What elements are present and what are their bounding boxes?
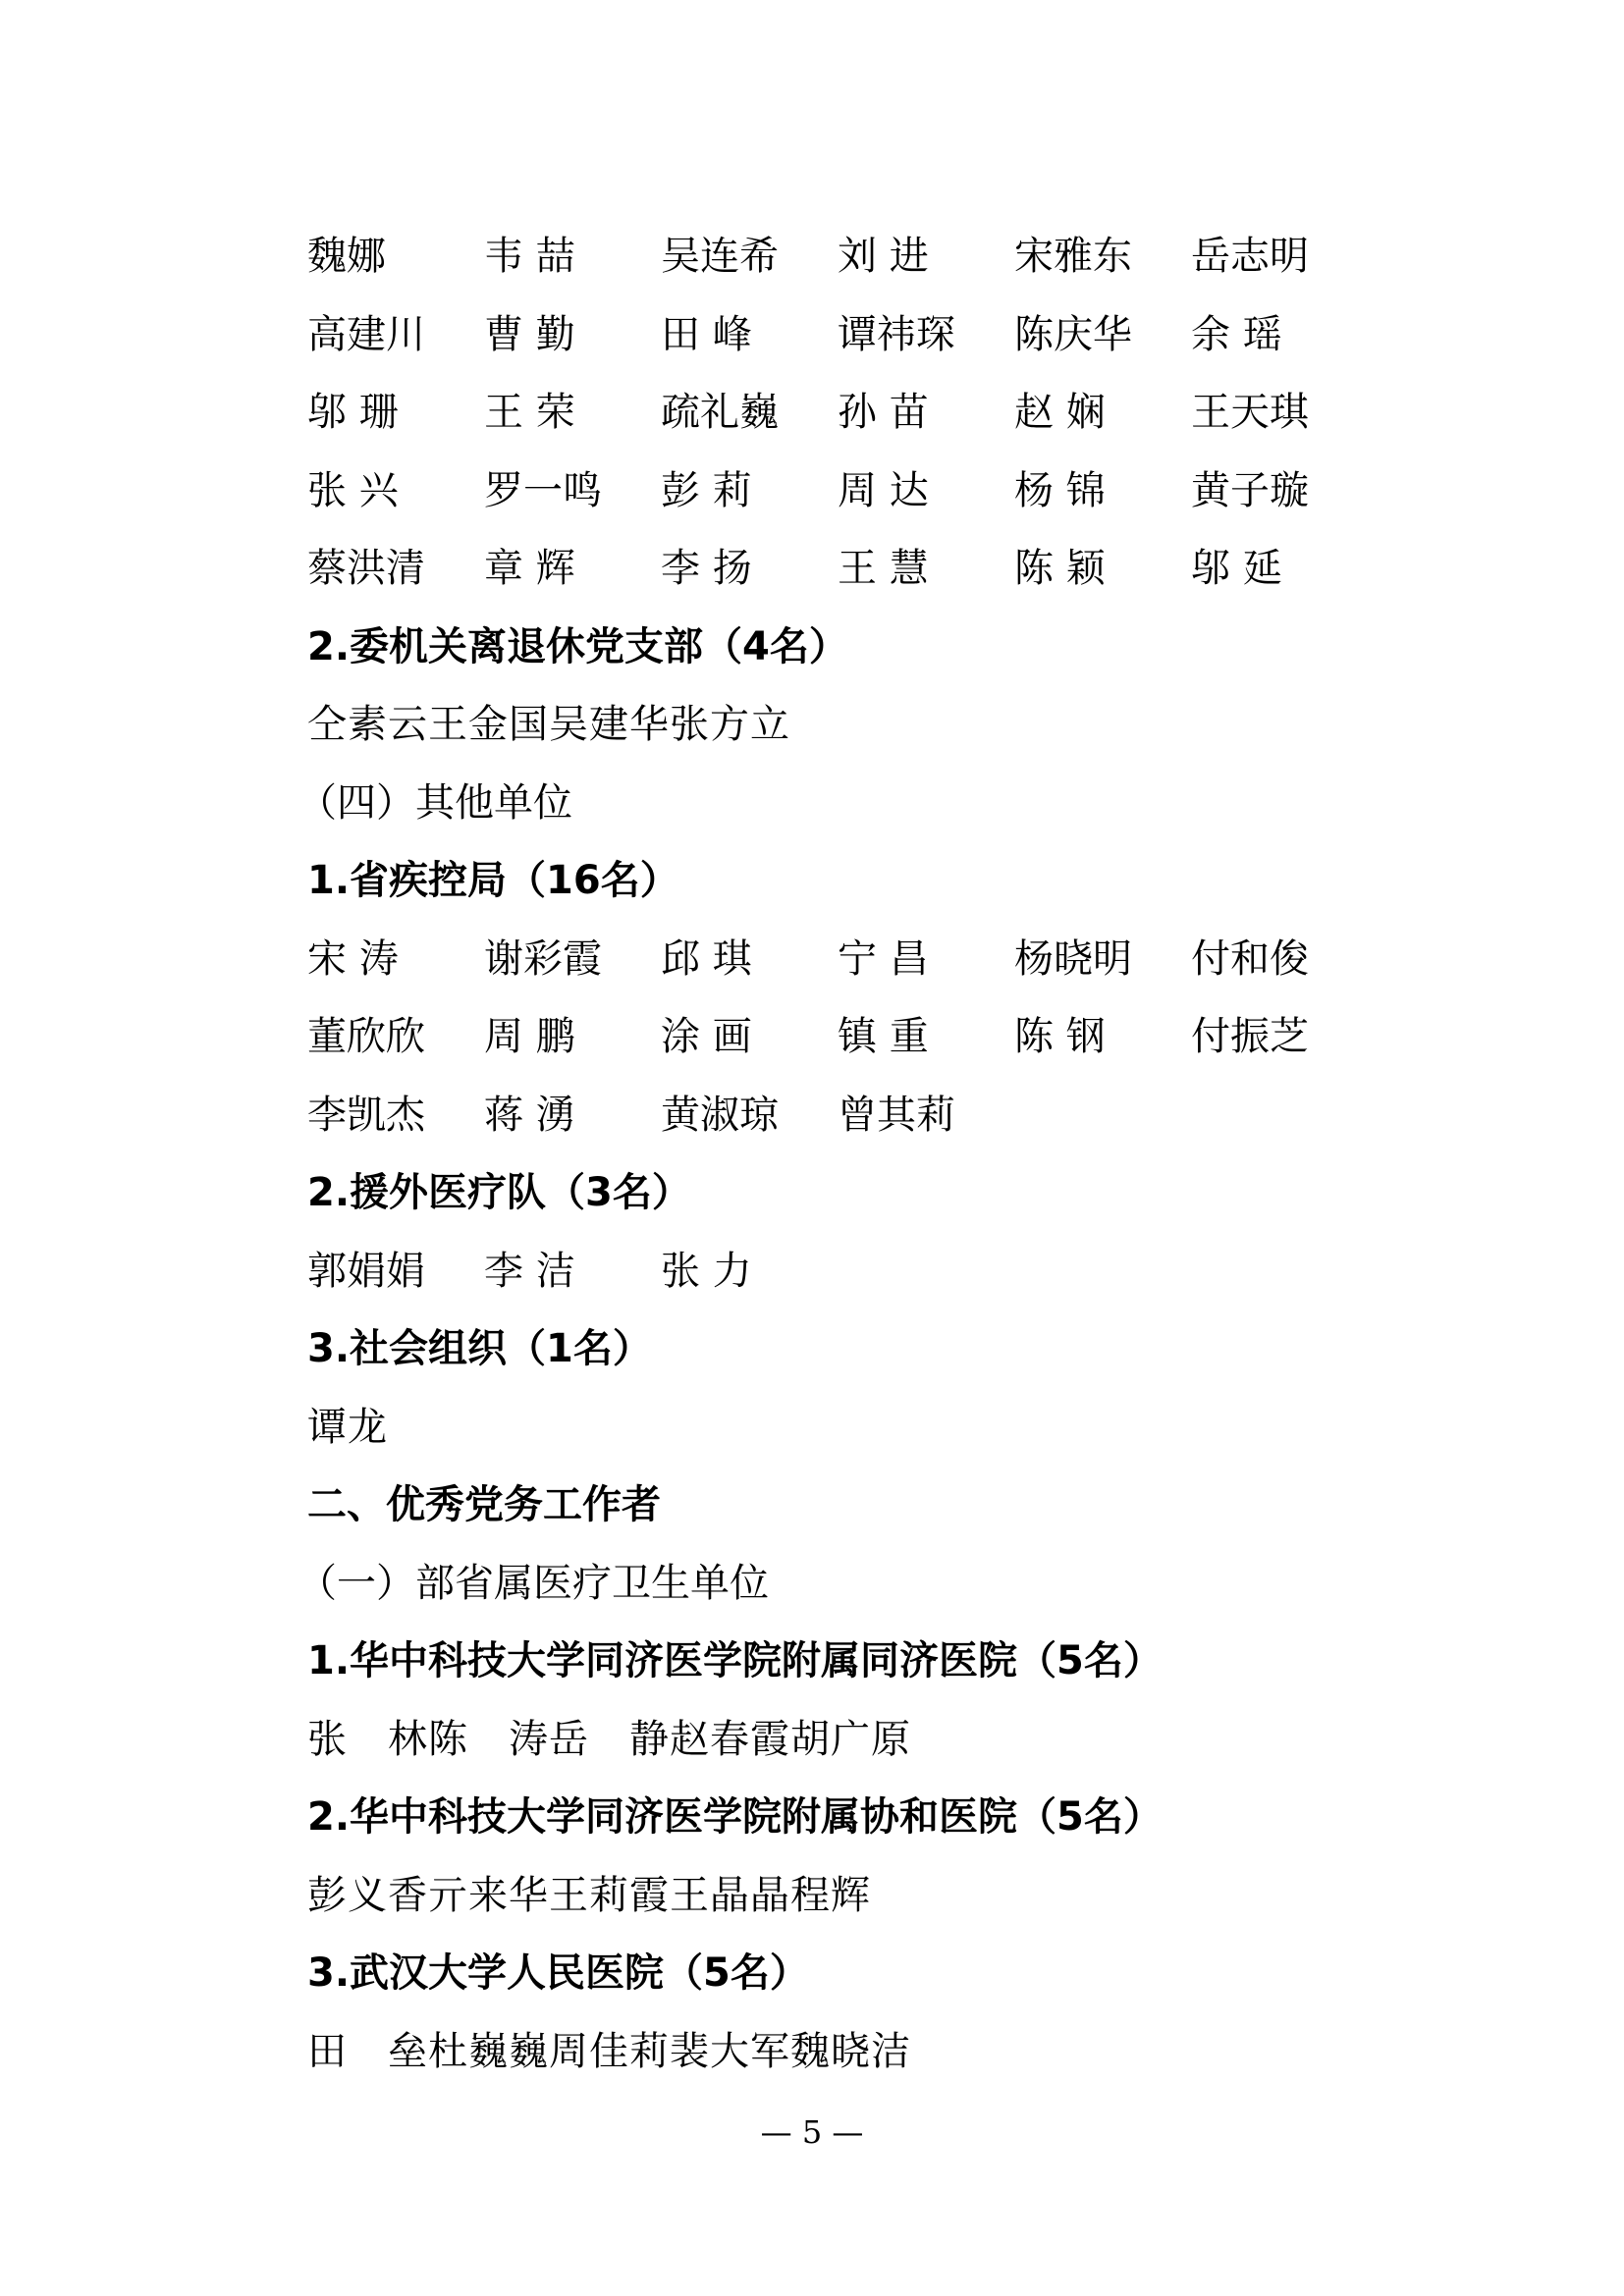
- name-cell: 章 辉: [484, 546, 575, 591]
- name-cell: 付振芝: [1191, 1014, 1309, 1059]
- name-list: 彭义香亓来华王莉霞王晶晶程辉: [307, 1872, 871, 1918]
- name-cell: 曹 勤: [484, 311, 575, 357]
- name-cell: 宋 涛: [307, 935, 399, 982]
- name-cell: 谭祎琛: [838, 311, 955, 357]
- name-cell: 王天琪: [1191, 390, 1309, 435]
- name-cell: 李 洁: [484, 1248, 575, 1294]
- name-cell: 宁 昌: [838, 935, 929, 982]
- name-cell: 谢彩霞: [484, 935, 602, 982]
- name-cell: 涂 画: [661, 1014, 752, 1059]
- category-heading: （四）其他单位: [298, 779, 572, 826]
- name-row: [307, 453, 1328, 531]
- name-cell: 曾其莉: [838, 1092, 955, 1138]
- name-cell: 刘 进: [838, 234, 929, 279]
- name-cell: 赵 娴: [1014, 390, 1106, 435]
- name-cell: 岳志明: [1191, 234, 1309, 279]
- name-row: [307, 1233, 1328, 1311]
- name-cell: 张 兴: [307, 467, 399, 513]
- name-cell: 彭 莉: [661, 467, 752, 513]
- name-list: 张 林陈 涛岳 静赵春霞胡广原: [307, 1716, 911, 1762]
- name-cell: 付和俊: [1191, 935, 1309, 982]
- name-cell: 李凯杰: [307, 1092, 425, 1138]
- category-heading: （一）部省属医疗卫生单位: [298, 1560, 769, 1606]
- name-row: [307, 921, 1328, 999]
- section-heading: 1.省疾控局（16名）: [307, 858, 679, 903]
- section-heading: 2.委机关离退休党支部（4名）: [307, 623, 848, 669]
- name-cell: 邬 延: [1191, 546, 1282, 591]
- name-cell: 田 峰: [661, 311, 752, 357]
- name-cell: 陈庆华: [1014, 311, 1132, 357]
- name-cell: 疏礼巍: [661, 390, 779, 435]
- name-cell: 邬 珊: [307, 390, 399, 435]
- name-cell: 杨晓明: [1014, 935, 1132, 982]
- name-cell: 余 瑶: [1191, 311, 1282, 357]
- name-cell: 镇 重: [838, 1014, 929, 1059]
- name-row: [307, 374, 1328, 453]
- name-cell: 郭娟娟: [307, 1248, 425, 1294]
- name-row: [307, 998, 1328, 1077]
- name-row: [307, 1077, 1328, 1155]
- name-cell: 邱 琪: [661, 935, 752, 982]
- name-cell: 魏娜: [307, 234, 386, 279]
- name-cell: 蒋 湧: [484, 1092, 575, 1138]
- name-list: 田 垒杜巍巍周佳莉裴大军魏晓洁: [307, 2028, 911, 2074]
- name-cell: 周 鹏: [484, 1014, 575, 1059]
- name-list: 仝素云王金国吴建华张方立: [307, 702, 790, 747]
- name-cell: 高建川: [307, 311, 425, 357]
- name-cell: 蔡洪清: [307, 546, 425, 591]
- section-heading: 3.社会组织（1名）: [307, 1326, 652, 1371]
- name-cell: 韦 喆: [484, 234, 575, 279]
- name-row: [307, 530, 1328, 609]
- name-cell: 宋雅东: [1014, 234, 1132, 279]
- name-cell: 罗一鸣: [484, 467, 602, 513]
- section-heading: 2.华中科技大学同济医学院附属协和医院（5名）: [307, 1794, 1163, 1840]
- name-cell: 杨 锦: [1014, 467, 1106, 513]
- section-heading: 1.华中科技大学同济医学院附属同济医院（5名）: [307, 1638, 1163, 1683]
- name-cell: 吴连希: [661, 234, 779, 279]
- document-body: [298, 218, 1328, 2091]
- name-cell: 王 荣: [484, 390, 575, 435]
- name-cell: 陈 颖: [1014, 546, 1106, 591]
- name-cell: 张 力: [661, 1248, 752, 1294]
- name-cell: 王 慧: [838, 546, 929, 591]
- section-heading: 3.武汉大学人民医院（5名）: [307, 1950, 809, 1996]
- page-number: — 5 —: [760, 2113, 864, 2151]
- name-cell: 陈 钢: [1014, 1014, 1106, 1059]
- name-cell: 孙 苗: [838, 390, 929, 435]
- name-list: 谭龙: [307, 1404, 388, 1450]
- name-cell: 黄子璇: [1191, 467, 1309, 513]
- part-heading: 二、优秀党务工作者: [307, 1482, 661, 1527]
- name-row: [307, 296, 1328, 375]
- name-cell: 黄淑琼: [661, 1092, 779, 1138]
- name-row: [307, 218, 1328, 296]
- name-cell: 董欣欣: [307, 1014, 425, 1059]
- name-cell: 周 达: [838, 467, 929, 513]
- name-cell: 李 扬: [661, 546, 752, 591]
- section-heading: 2.援外医疗队（3名）: [307, 1170, 691, 1215]
